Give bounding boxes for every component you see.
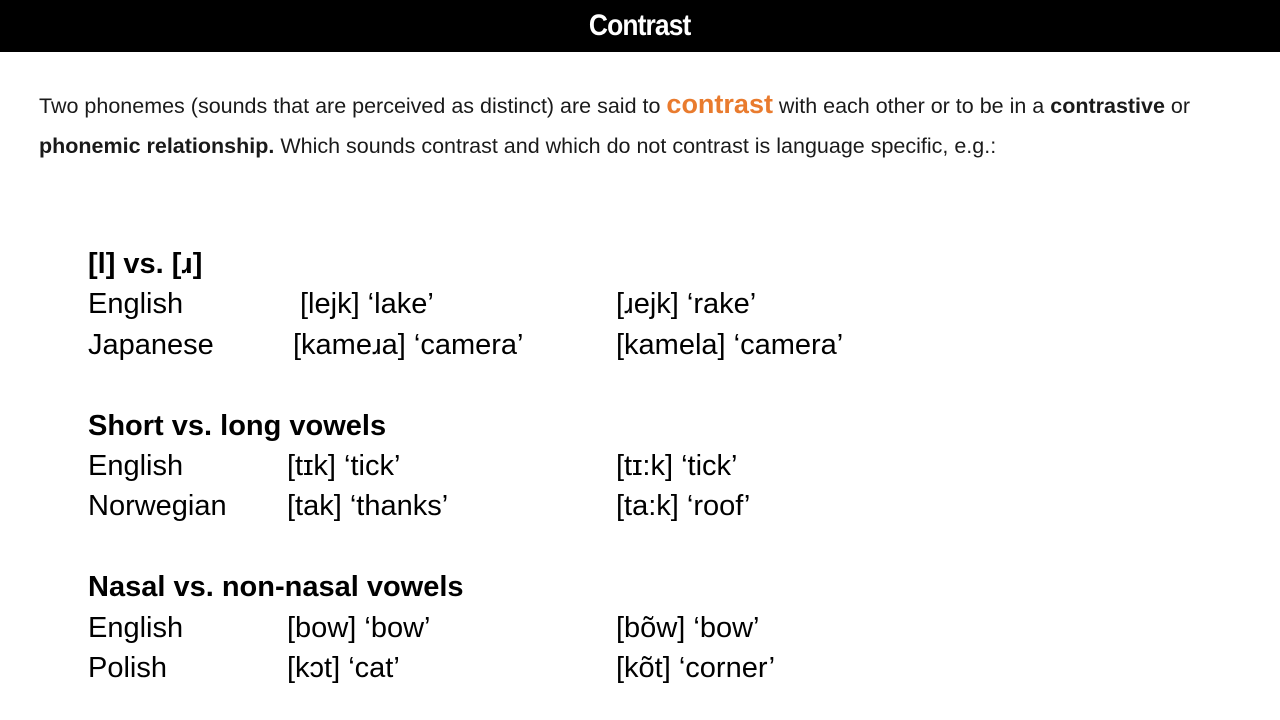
example-row [88, 446, 1238, 486]
language-label: English [88, 449, 184, 482]
slide-title: Contrast [589, 9, 691, 42]
intro-highlight-contrast: contrast [666, 89, 773, 119]
spacer [88, 365, 1238, 405]
example-1: [lejk] ‘lake’ [300, 288, 434, 321]
intro-paragraph [39, 84, 1249, 166]
example-row [88, 325, 1238, 365]
examples-block [88, 244, 1238, 688]
example-2: [kõt] ‘corner’ [616, 651, 776, 684]
example-2: [tɪ:k] ‘tick’ [616, 449, 738, 482]
intro-text: with each other or to be in a [772, 94, 1051, 118]
example-row [88, 486, 1238, 526]
example-1: [tak] ‘thanks’ [287, 490, 449, 523]
intro-text: or [1164, 94, 1191, 118]
intro-bold-phonemic-relationship: phonemic relationship. [39, 134, 275, 158]
title-bar [0, 0, 1280, 52]
example-1: [tɪk] ‘tick’ [287, 449, 401, 482]
intro-bold-contrastive: contrastive [1050, 94, 1165, 118]
intro-text: Which sounds contrast and which do not contrast is language specific, e.g.: [274, 134, 997, 158]
example-2: [ɹejk] ‘rake’ [616, 288, 757, 321]
example-2: [bõw] ‘bow’ [616, 611, 760, 644]
intro-text: Two phonemes (sounds that are perceived as distinct) are said to [39, 94, 667, 118]
group-heading-short-vs-long-vowels: Short vs. long vowels [88, 409, 387, 442]
language-label: Polish [88, 651, 167, 684]
example-1: [kameɹa] ‘camera’ [293, 328, 524, 361]
language-label: Japanese [88, 328, 214, 361]
example-row [88, 608, 1238, 648]
language-label: English [88, 611, 184, 644]
group-heading-l-vs-r: [l] vs. [ɹ] [88, 248, 203, 280]
language-label: Norwegian [88, 490, 227, 523]
group-heading-nasal-vs-non-nasal-vowels: Nasal vs. non-nasal vowels [88, 571, 464, 604]
example-row [88, 648, 1238, 688]
example-1: [bow] ‘bow’ [287, 611, 431, 644]
language-label: English [88, 288, 184, 321]
example-2: [kamela] ‘camera’ [616, 328, 844, 361]
spacer [88, 527, 1238, 567]
example-1: [kɔt] ‘cat’ [287, 651, 400, 684]
example-row [88, 284, 1238, 324]
example-2: [ta:k] ‘roof’ [616, 490, 751, 523]
